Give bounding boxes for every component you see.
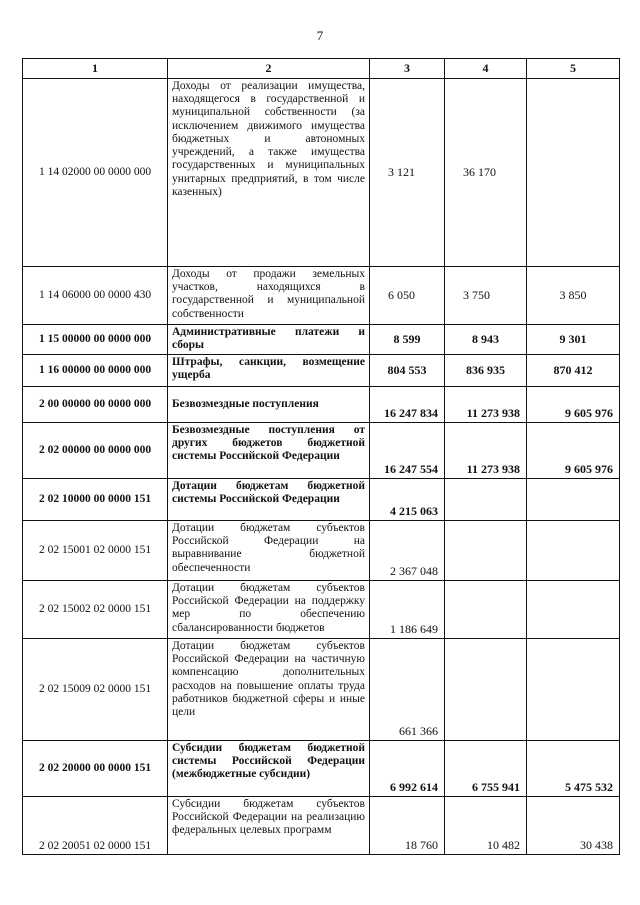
row-value-col4	[445, 639, 527, 741]
row-code: 2 02 15002 02 0000 151	[23, 581, 168, 639]
row-value-col3: 1 186 649	[370, 581, 445, 639]
row-value-col5: 9 605 976	[527, 387, 620, 423]
row-code: 2 00 00000 00 0000 000	[23, 387, 168, 423]
row-description: Доходы от реализации имущества, находящегося в государственной и муниципальной собственности (за исключением движимого имущества бюджетных и автономных учреждений, а также имущества государственных и муниципальных унитарных предприятий, в том числе казенных)	[168, 79, 370, 267]
column-header-5: 5	[527, 59, 620, 79]
row-value-col5	[527, 639, 620, 741]
row-value-col3: 4 215 063	[370, 479, 445, 521]
row-description: Доходы от продажи земельных участков, находящихся в государственной и муниципальной собственности	[168, 267, 370, 325]
row-value-col4	[445, 581, 527, 639]
page-number: 7	[316, 28, 324, 43]
row-value-col4: 11 273 938	[445, 423, 527, 479]
row-value-col4: 3 750	[445, 267, 527, 325]
row-value-col5: 30 438	[527, 797, 620, 855]
row-value-col3: 18 760	[370, 797, 445, 855]
row-value-col5: 3 850	[527, 267, 620, 325]
row-value-col4	[445, 479, 527, 521]
row-description: Дотации бюджетам субъектов Российской Федерации на поддержку мер по обеспечению сбалансированности бюджетов	[168, 581, 370, 639]
table-row	[23, 521, 620, 581]
row-description: Штрафы, санкции, возмещение ущерба	[168, 355, 370, 387]
table-header-row	[23, 59, 620, 79]
column-header-2: 2	[168, 59, 370, 79]
table-row	[23, 741, 620, 797]
row-value-col5: 5 475 532	[527, 741, 620, 797]
row-value-col3: 6 050	[370, 267, 445, 325]
row-value-col4: 10 482	[445, 797, 527, 855]
row-value-col5	[527, 79, 620, 267]
row-value-col4: 36 170	[445, 79, 527, 267]
row-description: Дотации бюджетам субъектов Российской Федерации на выравнивание бюджетной обеспеченности	[168, 521, 370, 581]
row-code: 1 15 00000 00 0000 000	[23, 325, 168, 355]
row-value-col3: 2 367 048	[370, 521, 445, 581]
row-code: 1 16 00000 00 0000 000	[23, 355, 168, 387]
row-description: Дотации бюджетам бюджетной системы Российской Федерации	[168, 479, 370, 521]
row-value-col3: 16 247 554	[370, 423, 445, 479]
row-code: 2 02 15009 02 0000 151	[23, 639, 168, 741]
row-description: Субсидии бюджетам бюджетной системы Российской Федерации (межбюджетные субсидии)	[168, 741, 370, 797]
table-row	[23, 797, 620, 855]
row-description: Административные платежи и сборы	[168, 325, 370, 355]
row-value-col5	[527, 581, 620, 639]
row-value-col5: 9 605 976	[527, 423, 620, 479]
row-code: 1 14 02000 00 0000 000	[23, 79, 168, 267]
column-header-4: 4	[445, 59, 527, 79]
row-value-col5: 9 301	[527, 325, 620, 355]
row-code: 2 02 15001 02 0000 151	[23, 521, 168, 581]
column-header-3: 3	[370, 59, 445, 79]
row-description: Безвозмездные поступления от других бюджетов бюджетной системы Российской Федерации	[168, 423, 370, 479]
row-value-col4: 8 943	[445, 325, 527, 355]
row-value-col3: 3 121	[370, 79, 445, 267]
row-value-col4	[445, 521, 527, 581]
row-value-col5: 870 412	[527, 355, 620, 387]
row-value-col3: 661 366	[370, 639, 445, 741]
table-row	[23, 325, 620, 355]
row-value-col5	[527, 521, 620, 581]
row-value-col3: 6 992 614	[370, 741, 445, 797]
row-description: Безвозмездные поступления	[168, 387, 370, 423]
table-row	[23, 639, 620, 741]
table-row	[23, 79, 620, 267]
table-row	[23, 423, 620, 479]
row-code: 2 02 20051 02 0000 151	[23, 797, 168, 855]
table-row	[23, 479, 620, 521]
row-value-col3: 8 599	[370, 325, 445, 355]
row-value-col4: 836 935	[445, 355, 527, 387]
row-value-col4: 11 273 938	[445, 387, 527, 423]
row-description: Дотации бюджетам субъектов Российской Федерации на частичную компенсацию дополнительных расходов на повышение оплаты труда работников бюджетной сферы и иные цели	[168, 639, 370, 741]
table-row	[23, 387, 620, 423]
budget-revenue-table	[22, 58, 620, 855]
row-code: 1 14 06000 00 0000 430	[23, 267, 168, 325]
row-value-col3: 16 247 834	[370, 387, 445, 423]
table-row	[23, 267, 620, 325]
column-header-1: 1	[23, 59, 168, 79]
row-value-col3: 804 553	[370, 355, 445, 387]
row-code: 2 02 10000 00 0000 151	[23, 479, 168, 521]
table-row	[23, 581, 620, 639]
row-value-col5	[527, 479, 620, 521]
row-code: 2 02 00000 00 0000 000	[23, 423, 168, 479]
row-description: Субсидии бюджетам субъектов Российской Федерации на реализацию федеральных целевых программ	[168, 797, 370, 855]
row-value-col4: 6 755 941	[445, 741, 527, 797]
row-code: 2 02 20000 00 0000 151	[23, 741, 168, 797]
table-row	[23, 355, 620, 387]
